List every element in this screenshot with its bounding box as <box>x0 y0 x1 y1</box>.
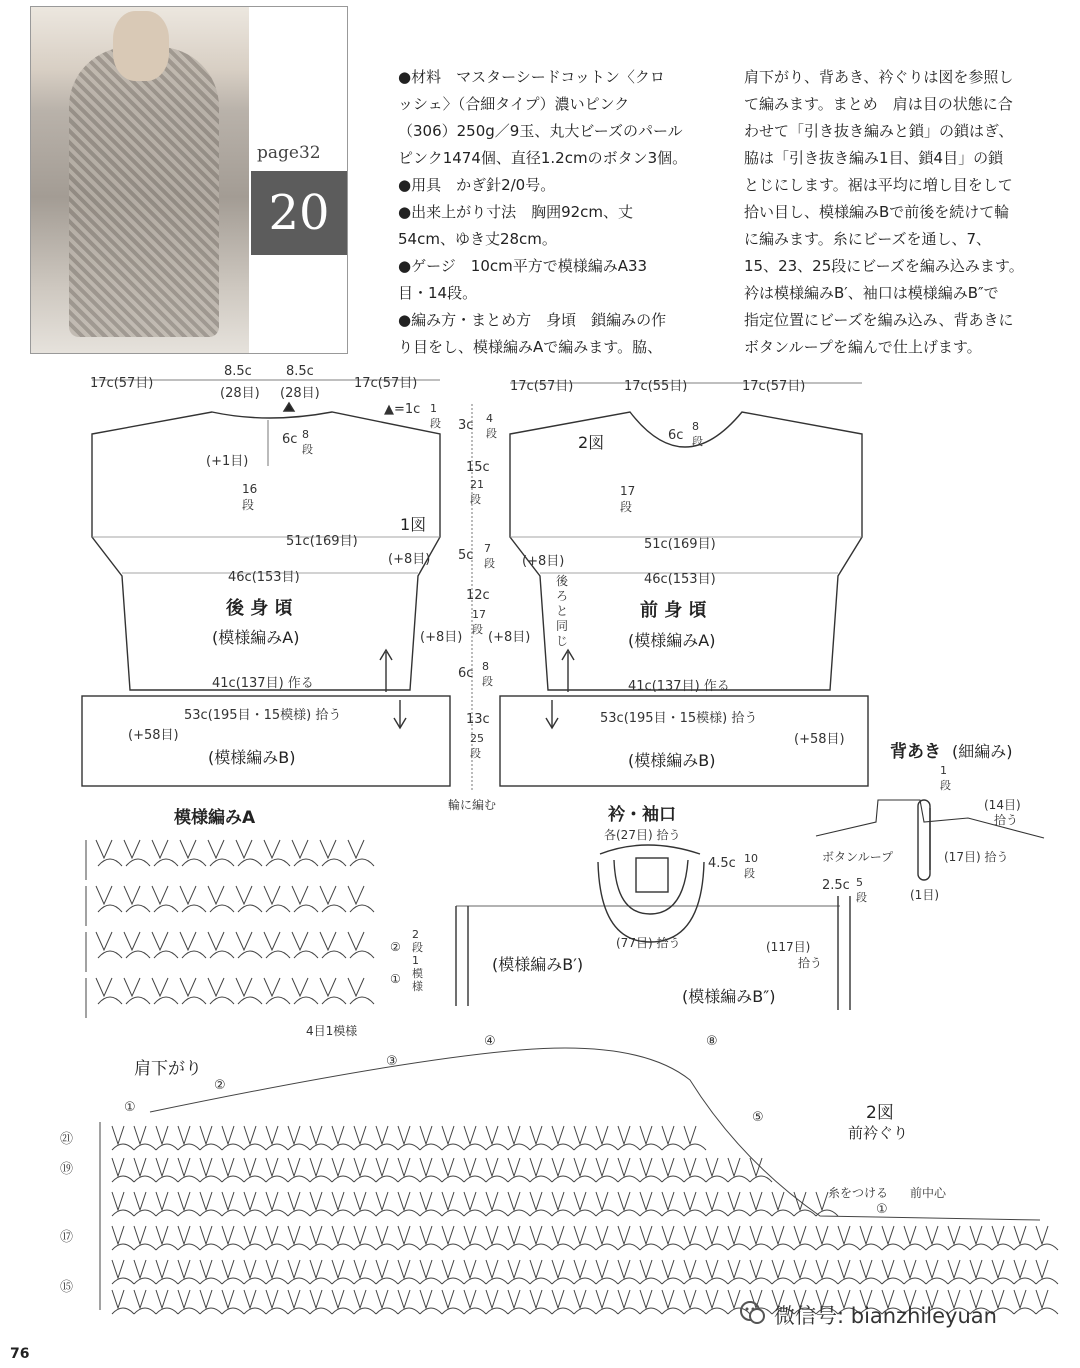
shoulder-row-21: ㉑ <box>60 1132 74 1147</box>
instruction-line: 拾い目し、模様編みBで前後を続けて輪 <box>744 203 1010 221</box>
front-neck-h: 6c <box>668 428 684 443</box>
fig2-chart-label: 2図 <box>866 1103 894 1123</box>
instruction-line: 脇は「引き抜き編み1目、鎖4目」の鎖 <box>744 149 1004 167</box>
front-neck-h-sub: 8段 <box>692 420 703 448</box>
front-top-mid-dim: 17c(55目) <box>624 379 688 394</box>
pattern-a-row1: ① <box>390 972 401 986</box>
back-pattern: (模様編みA) <box>212 628 300 647</box>
instruction-line: に編みます。糸にビーズを通し、7、 <box>744 230 991 248</box>
instruction-line: （306）250g／9玉、丸大ビーズのパール <box>398 122 683 140</box>
collar-h: 4.5c <box>708 856 736 871</box>
instruction-line: とじにします。裾は平均に増し目をして <box>744 176 1013 194</box>
front-top-left-dim: 17c(57目) <box>510 379 574 394</box>
center-h3: 5c <box>458 548 474 563</box>
pattern-a-repeat: 4目1模様 <box>306 1024 358 1038</box>
instruction-line: 54cm、ゆき丈28cm。 <box>398 230 557 248</box>
instruction-line: ●ゲージ 10cm平方で模様編みA33 <box>398 257 648 275</box>
front-width-51: 51c(169目) <box>644 537 716 552</box>
shoulder-mark-8: ⑧ <box>706 1034 718 1049</box>
shoulder-row-19: ⑲ <box>60 1162 74 1177</box>
front-neckline-label: 前衿ぐり <box>848 1124 909 1142</box>
instruction-line: 衿は模様編みB′、袖口は模様編みB″で <box>744 284 999 302</box>
front-rows: 17段 <box>620 484 636 514</box>
center-h3-rows: 7段 <box>484 542 495 570</box>
pattern-a-chart <box>86 840 374 1018</box>
instruction-line: ボタンループを編んで仕上げます。 <box>744 338 982 356</box>
back-opening-one: (1目) <box>910 888 939 902</box>
instruction-line: 15、23、25段にビーズを編み込みます。 <box>744 257 1024 275</box>
front-center-label: 前中心 <box>910 1186 947 1200</box>
center-h4: 12c <box>466 588 490 603</box>
back-opening-sub: (細編み) <box>952 742 1013 761</box>
shoulder-mark-3: ③ <box>386 1054 398 1069</box>
shoulder-mark-1: ① <box>124 1100 136 1115</box>
attach-yarn-label: 糸をつける <box>828 1186 889 1200</box>
front-inc8: (+8目) <box>522 554 565 569</box>
shoulder-mark-2: ② <box>214 1078 226 1093</box>
back-width-41: 41c(137目) 作る <box>212 676 314 691</box>
back-inc8b: (+8目) <box>420 630 463 645</box>
watermark-text: 微信号: bianzhileyuan <box>774 1304 997 1328</box>
back-opening-pick14: (14目) <box>984 798 1021 812</box>
button-loop-label: ボタンループ <box>822 850 894 864</box>
collar-pick77: (77目) 拾う <box>616 936 681 950</box>
front-pattern: (模様編みA) <box>628 631 716 650</box>
back-opening-pick14-sub: 拾う <box>994 813 1019 827</box>
page-number: 76 <box>10 1346 30 1362</box>
pattern-a-rows-label: 2段1模様 <box>412 928 423 993</box>
front-width-53: 53c(195目・15模様) 拾う <box>600 711 758 726</box>
back-shoulder-rows: 16段 <box>242 482 258 512</box>
pattern-a-row2: ② <box>390 940 401 954</box>
pattern-number: 20 <box>251 171 347 255</box>
instruction-line: ●材料 マスターシードコットン〈クロ <box>398 68 665 86</box>
collar-cuff-title: 衿・袖口 <box>608 805 676 825</box>
instruction-line: ●編み方・まとめ方 身頃 鎖編みの作 <box>398 311 667 329</box>
back-neck-h: 6c <box>282 432 298 447</box>
front-inc58: (+58目) <box>794 732 845 747</box>
center-h6: 13c <box>466 712 490 727</box>
center-h5: 6c <box>458 666 474 681</box>
shoulder-neck-chart <box>100 1048 1058 1314</box>
back-inc1: (+1目) <box>206 454 249 469</box>
instruction-line: て編みます。まとめ 肩は目の状態に合 <box>744 95 1013 113</box>
back-width-53: 53c(195目・15模様) 拾う <box>184 708 342 723</box>
back-inc8a: (+8目) <box>388 552 431 567</box>
back-opening-pick17: (17目) 拾う <box>944 850 1009 864</box>
front-width-41: 41c(137目) 作る <box>628 679 730 694</box>
instruction-line: ピンク1474個、直径1.2cmのボタン3個。 <box>398 149 688 167</box>
back-width-51: 51c(169目) <box>286 534 358 549</box>
front-top-right-dim: 17c(57目) <box>742 379 806 394</box>
back-inc58: (+58目) <box>128 728 179 743</box>
back-top-left-dim: 17c(57目) <box>90 376 154 391</box>
shoulder-mark-1b: ① <box>876 1202 888 1217</box>
instruction-line: ●用具 かぎ針2/0号。 <box>398 176 556 194</box>
back-top-mid1: 8.5c <box>224 364 252 379</box>
marker-note: ▲=1c <box>384 402 421 417</box>
center-h5-rows: 8段 <box>482 660 493 688</box>
cuff-pick117: (117目) <box>766 940 811 954</box>
cuff-h: 2.5c <box>822 878 850 893</box>
shoulder-mark-4: ④ <box>484 1034 496 1049</box>
page-label: page32 <box>257 143 321 163</box>
shoulder-row-15: ⑮ <box>60 1280 74 1295</box>
front-title: 前 身 頃 <box>640 600 707 621</box>
instruction-line: ッシェ〉（合細タイプ）濃いピンク <box>398 95 630 113</box>
center-h1-rows: 4段 <box>486 412 497 440</box>
round-knit-note: 輪に編む <box>448 798 497 812</box>
instruction-line: わせて「引き抜き編みと鎖」の鎖はぎ、 <box>744 122 1014 140</box>
collar-h-rows: 10段 <box>744 852 758 880</box>
center-inc8: (+8目) <box>488 630 531 645</box>
fig2-label: 2図 <box>578 433 605 452</box>
marker-note-sub: 1段 <box>430 402 441 430</box>
cuff-pick117-sub: 拾う <box>798 956 823 970</box>
front-width-46: 46c(153目) <box>644 572 716 587</box>
center-h4-rows: 17段 <box>472 608 486 636</box>
back-title: 後 身 頃 <box>226 598 293 619</box>
back-top-mid2: 8.5c <box>286 364 314 379</box>
collar-pattern-b1: (模様編みB′) <box>492 955 584 974</box>
back-top-right-dim: 17c(57目) <box>354 376 418 391</box>
same-as-back: 後ろと同じ <box>556 574 569 648</box>
back-top-mid1-sub: (28目) <box>220 386 260 401</box>
collar-each: 各(27目) 拾う <box>604 828 681 842</box>
cuff-h-rows: 5段 <box>856 876 867 904</box>
instruction-line: 指定位置にビーズを編み込み、背あきに <box>744 311 1014 329</box>
shoulder-mark-5: ⑤ <box>752 1110 764 1125</box>
center-h2: 15c <box>466 460 490 475</box>
instruction-line: ●出来上がり寸法 胸囲92cm、丈 <box>398 203 634 221</box>
pattern-a-title: 模様編みA <box>174 808 256 828</box>
back-neck-h-sub: 8段 <box>302 428 313 456</box>
shoulder-chart-title: 肩下がり <box>134 1059 202 1079</box>
fig1-label: 1図 <box>400 515 427 534</box>
wechat-icon <box>738 1298 768 1328</box>
instruction-line: り目をし、模様編みAで編みます。脇、 <box>398 338 663 356</box>
instruction-line: 肩下がり、背あき、衿ぐりは図を参照し <box>744 68 1014 86</box>
back-hem-pattern: (模様編みB) <box>208 748 296 767</box>
front-hem-pattern: (模様編みB) <box>628 751 716 770</box>
center-h6-rows: 25段 <box>470 732 484 760</box>
shoulder-row-17: ⑰ <box>60 1230 74 1245</box>
back-width-46: 46c(153目) <box>228 570 300 585</box>
instruction-line: 目・14段。 <box>398 284 478 302</box>
back-opening-title: 背あき <box>890 742 941 762</box>
back-opening-rows: 1段 <box>940 764 951 792</box>
cuff-pattern-b2: (模様編みB″) <box>682 987 776 1006</box>
center-h2-rows: 21段 <box>470 478 484 506</box>
center-h1: 3c <box>458 418 474 433</box>
back-top-mid2-sub: (28目) <box>280 386 320 401</box>
